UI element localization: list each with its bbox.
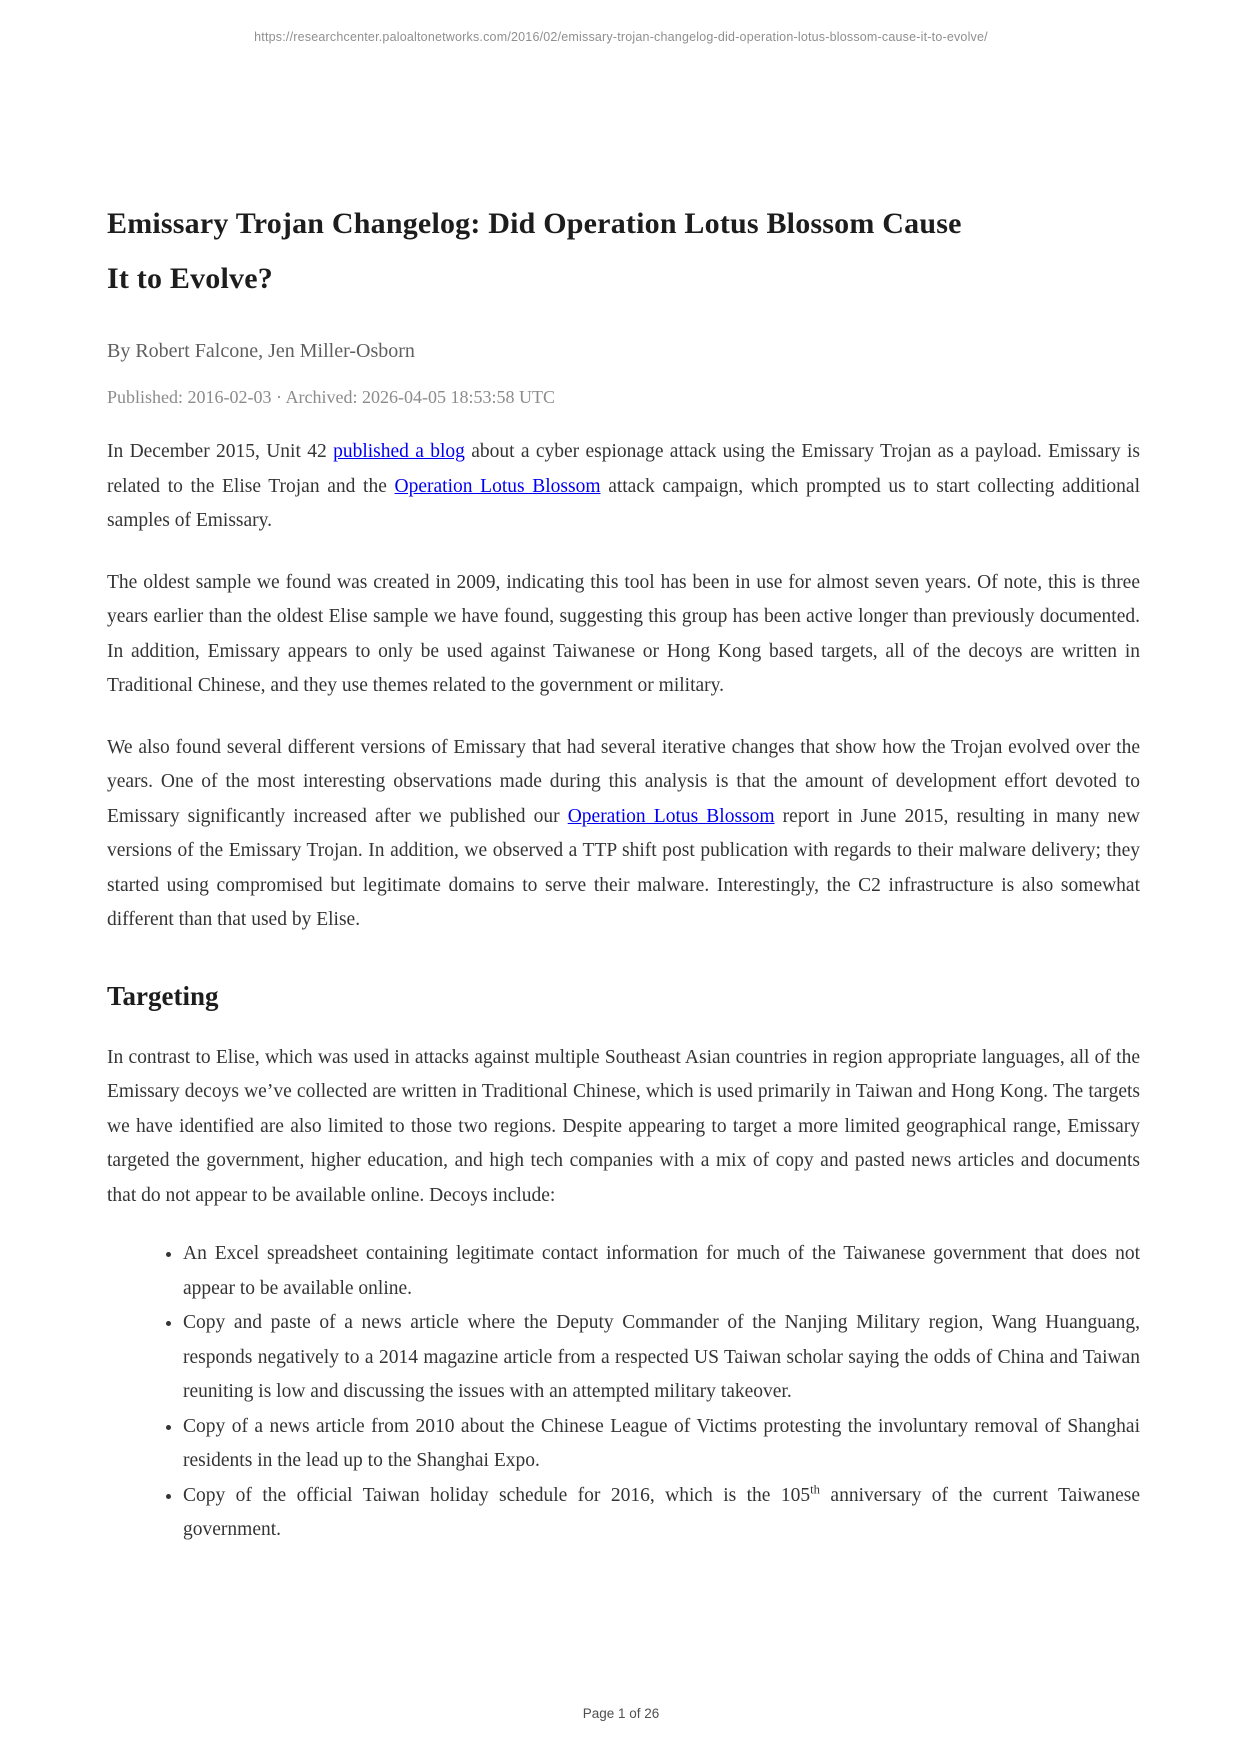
page-number-footer: Page 1 of 26 bbox=[582, 1706, 660, 1721]
inline-link[interactable]: Operation Lotus Blossom bbox=[394, 475, 601, 497]
inline-link[interactable]: published a blog bbox=[333, 441, 465, 462]
text-segment: attack campaign, which prompted us to start collecting additional samples of Emissary. bbox=[107, 475, 1140, 531]
list-item-decoy-2 bbox=[183, 1306, 1140, 1410]
inline-link[interactable]: Operation Lotus Blossom bbox=[567, 805, 775, 827]
archive-url-header: https://researchcenter.paloaltonetworks.com/2016/02/emissary-trojan-changelog-did-operation-lotus-blossom-cause-it-to-evolve/ bbox=[254, 30, 988, 44]
paragraph-targeting-1 bbox=[107, 1041, 1140, 1214]
text-segment: Copy of a news article from 2010 about the Chinese League of Victims protesting the involuntary removal of Shanghai residents in the lead up to the Shanghai Expo. bbox=[183, 1415, 1140, 1471]
text-segment: In contrast to Elise, which was used in attacks against multiple Southeast Asian countries in region appropriate languages, all of the Emissary decoys we’ve collected are written in Traditional Chinese, which is used primarily in Taiwan and Hong Kong. The targets we have identified are also limited to those two regions. Despite appearing to target a more limited geographical range, Emissary targeted the government, higher education, and high tech companies with a mix of copy and pasted news articles and documents that do not appear to be available online. Decoys include: bbox=[107, 1046, 1140, 1206]
text-segment: about a cyber espionage attack using the Emissary Trojan as a payload. Emissary is related to the Elise Trojan and the bbox=[107, 441, 1141, 497]
text-segment: We also found several different versions of Emissary that had several iterative changes that show how the Trojan evolved over the years. One of the most interesting observations made during this analysis is that the amount of development effort devoted to Emissary significantly increased after we published our bbox=[107, 736, 1140, 827]
page-title bbox=[107, 0, 1140, 306]
byline: By Robert Falcone, Jen Miller-Osborn bbox=[107, 340, 415, 362]
published-archived-line: Published: 2016-02-03 · Archived: 2026-04-05 18:53:58 UTC bbox=[107, 387, 555, 407]
text-segment: Copy of the official Taiwan holiday schedule for 2016, which is the 105 bbox=[183, 1484, 811, 1506]
paragraph-intro-3 bbox=[107, 731, 1140, 938]
list-item-decoy-4 bbox=[183, 1479, 1140, 1548]
text-segment: An Excel spreadsheet containing legitimate contact information for much of the Taiwanese government that does not appear to be available online. bbox=[183, 1243, 1140, 1299]
section-heading-targeting: Targeting bbox=[107, 980, 219, 1011]
superscript-text: th bbox=[810, 1482, 820, 1496]
text-segment: Copy and paste of a news article where the Deputy Commander of the Nanjing Military region, Wang Huanguang, responds negatively to a 2014 magazine article from a respected US Taiwan scholar saying the odds of China and Taiwan reuniting is low and discussing the issues with an attempted military takeover. bbox=[183, 1312, 1140, 1402]
list-item-decoy-1 bbox=[183, 1237, 1140, 1306]
text-segment: In December 2015, Unit 42 bbox=[107, 441, 334, 462]
article-content bbox=[107, 0, 1140, 1548]
title-line-2: It to Evolve? bbox=[107, 262, 273, 295]
decoy-list bbox=[107, 1237, 1140, 1548]
text-segment: anniversary of the current Taiwanese government. bbox=[183, 1484, 1140, 1540]
title-line-1: Emissary Trojan Changelog: Did Operation Lotus Blossom Cause bbox=[107, 207, 962, 240]
list-item-decoy-3 bbox=[183, 1410, 1140, 1479]
paragraph-intro-1 bbox=[107, 435, 1140, 539]
paragraph-intro-2 bbox=[107, 566, 1140, 704]
text-segment: The oldest sample we found was created in 2009, indicating this tool has been in use for almost seven years. Of note, this is three years earlier than the oldest Elise sample we have found, suggesting this group has been active longer than previously documented. In addition, Emissary appears to only be used against Taiwanese or Hong Kong based targets, all of the decoys are written in Traditional Chinese, and they use themes related to the government or military. bbox=[107, 571, 1140, 696]
text-segment: report in June 2015, resulting in many new versions of the Emissary Trojan. In addition, we observed a TTP shift post publication with regards to their malware delivery; they started using compromised but legitimate domains to serve their malware. Interestingly, the C2 infrastructure is also somewhat different than that used by Elise. bbox=[107, 805, 1140, 930]
